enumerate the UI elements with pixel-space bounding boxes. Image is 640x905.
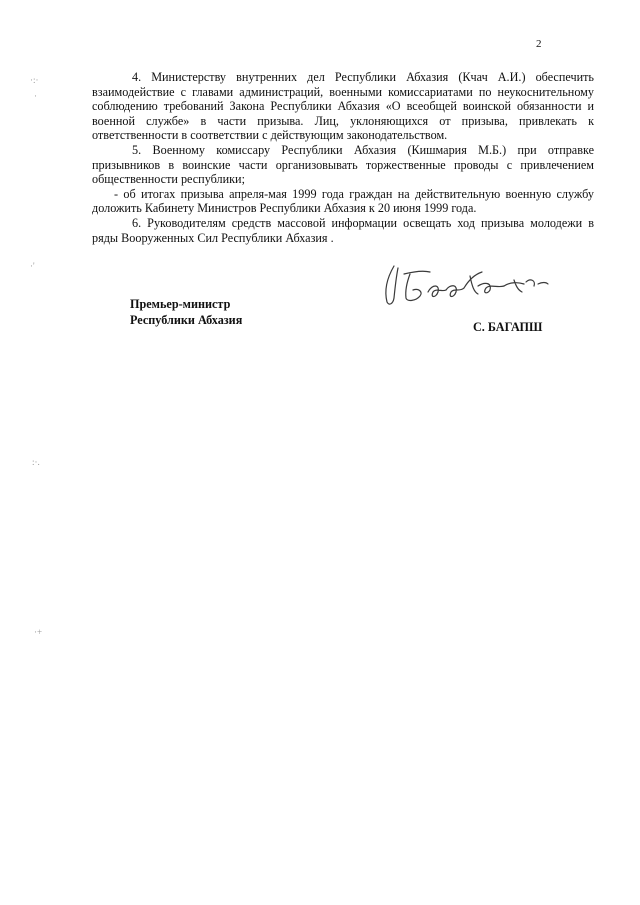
signatory-position-line1: Премьер-министр bbox=[130, 297, 231, 311]
scan-speck: :·. bbox=[32, 457, 40, 467]
document-body bbox=[92, 70, 594, 245]
paragraph-5-report-item: - об итогах призыва апреля-мая 1999 года граждан на действительную военную службу доложить Кабинету Министров Республики Абхазия к 20 июня 1999 года. bbox=[92, 186, 594, 216]
paragraph-5: 5. Военному комиссару Республики Абхазия (Кишмария М.Б.) при отправке призывников в воинские части организовывать торжественные проводы с привлечением общественности республики; bbox=[92, 142, 594, 187]
page-number: 2 bbox=[536, 38, 542, 50]
scan-speck: · bbox=[34, 91, 37, 101]
handwritten-signature bbox=[378, 256, 568, 312]
signatory-title bbox=[130, 296, 242, 328]
scan-speck: ·+ bbox=[34, 627, 43, 637]
signatory-name: С. БАГАПШ bbox=[473, 320, 543, 334]
scan-speck: ·:· bbox=[30, 75, 39, 85]
scan-speck: ·' bbox=[30, 261, 35, 271]
signatory-position-line2: Республики Абхазия bbox=[130, 313, 243, 327]
paragraph-4: 4. Министерству внутренних дел Республики Абхазия (Кчач А.И.) обеспечить взаимодействие с главами администраций, военными комиссариатами по неукоснительному соблюдению требований Закона Республики Абхазия «О всеобщей воинской обязанности и военной службе» в части призыва. Лиц, уклоняющихся от призыва, привлекать к ответственности в соответствии с действующим законодательством. bbox=[92, 70, 594, 143]
paragraph-6: 6. Руководителям средств массовой информации освещать ход призыва молодежи в ряды Вооруженных Сил Республики Абхазия . bbox=[92, 215, 594, 245]
